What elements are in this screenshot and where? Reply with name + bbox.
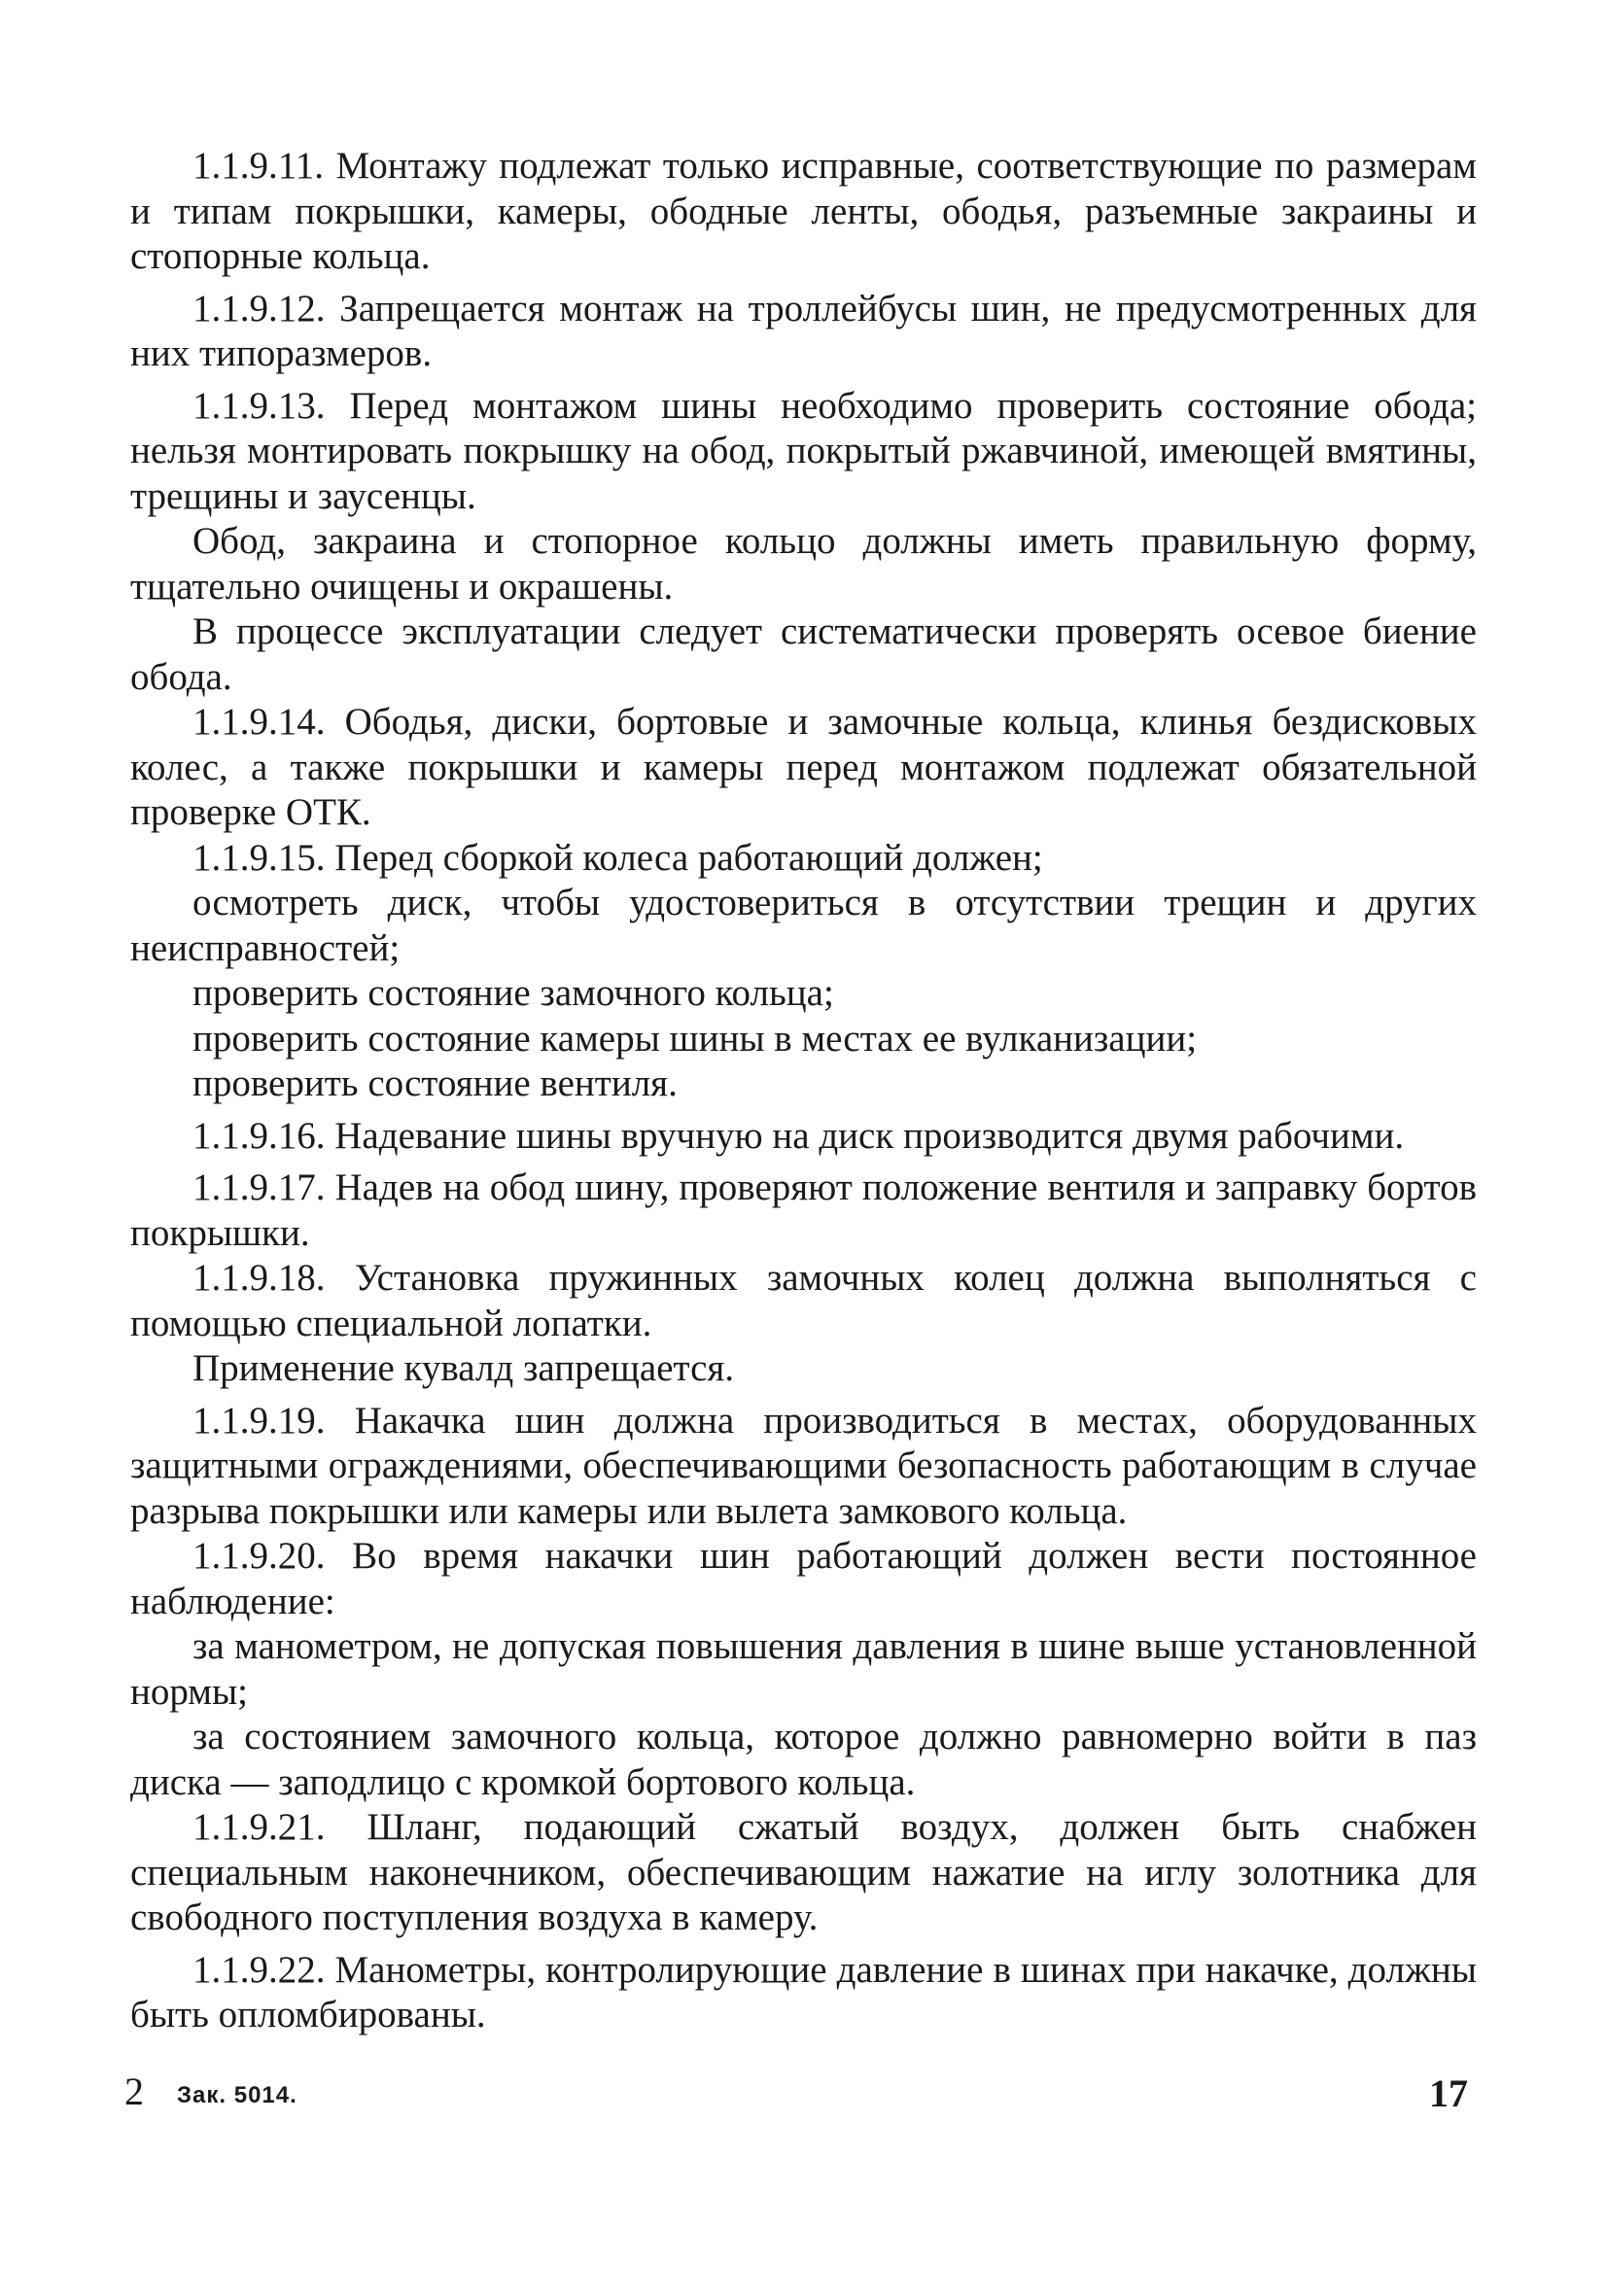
paragraph-1-1-9-17: 1.1.9.17. Надев на обод шину, проверяют положение вентиля и заправку бортов покрышки. xyxy=(130,1166,1477,1254)
paragraph-sledgehammer-ban: Применение кувалд запрещается. xyxy=(192,1347,735,1389)
body-text xyxy=(130,144,1477,2038)
list-item-inspect-disc: осмотреть диск, чтобы удостовериться в отсутствии трещин и других неисправностей; xyxy=(130,882,1477,969)
paragraph-axial-runout: В процессе эксплуатации следует систематически проверять осевое биение обода. xyxy=(130,610,1477,698)
paragraph-1-1-9-12: 1.1.9.12. Запрещается монтаж на троллейбусы шин, не предусмотренных для них типоразмеров. xyxy=(130,287,1477,374)
paragraph-1-1-9-14: 1.1.9.14. Ободья, диски, бортовые и замочные кольца, клинья бездисковых колес, а также покрышки и камеры перед монтажом подлежат обязательной проверке ОТК. xyxy=(130,701,1477,833)
paragraph-1-1-9-19: 1.1.9.19. Накачка шин должна производиться в местах, оборудованных защитными ограждениями, обеспечивающими безопасность работающим в случае разрыва покрышки или камеры или вылета замкового кольца. xyxy=(130,1399,1477,1532)
paragraph-1-1-9-13: 1.1.9.13. Перед монтажом шины необходимо проверить состояние обода; нельзя монтировать покрышку на обод, покрытый ржавчиной, имеющей вмятины, трещины и заусенцы. xyxy=(130,384,1477,517)
paragraph-1-1-9-16: 1.1.9.16. Надевание шины вручную на диск производится двумя рабочими. xyxy=(192,1114,1405,1157)
paragraph-1-1-9-11: 1.1.9.11. Монтажу подлежат только исправные, соответствующие по размерам и типам покрышки, камеры, ободные ленты, ободья, разъемные закраины и стопорные кольца. xyxy=(130,145,1477,277)
paragraph-1-1-9-15: 1.1.9.15. Перед сборкой колеса работающий должен; xyxy=(192,836,1043,879)
list-item-manometer: за манометром, не допуская повышения давления в шине выше установленной нормы; xyxy=(130,1625,1477,1713)
list-item-check-lock-ring: проверить состояние замочного кольца; xyxy=(192,972,834,1014)
paragraph-1-1-9-18: 1.1.9.18. Установка пружинных замочных колец должна выполняться с помощью специальной лопатки. xyxy=(130,1257,1477,1344)
signature-number: 2 xyxy=(124,2070,144,2113)
list-item-check-tube: проверить состояние камеры шины в местах ее вулканизации; xyxy=(192,1017,1198,1060)
paragraph-1-1-9-20: 1.1.9.20. Во время накачки шин работающий должен вести постоянное наблюдение: xyxy=(130,1535,1477,1622)
paragraph-1-1-9-22: 1.1.9.22. Манометры, контролирующие давление в шинах при накачке, должны быть опломбированы. xyxy=(130,1948,1477,2035)
page-footer xyxy=(0,2069,1607,2127)
paragraph-rim-shape: Обод, закраина и стопорное кольцо должны иметь правильную форму, тщательно очищены и окрашены. xyxy=(130,520,1477,608)
page-number: 17 xyxy=(1429,2071,1468,2115)
list-item-lock-ring-state: за состоянием замочного кольца, которое должно равномерно войти в паз диска — заподлицо с кромкой бортового кольца. xyxy=(130,1716,1477,1803)
paragraph-1-1-9-21: 1.1.9.21. Шланг, подающий сжатый воздух, должен быть снабжен специальным наконечником, обеспечивающим нажатие на иглу золотника для свободного поступления воздуха в камеру. xyxy=(130,1806,1477,1938)
order-number: Зак. 5014. xyxy=(177,2082,297,2108)
list-item-check-valve: проверить состояние вентиля. xyxy=(192,1062,678,1104)
